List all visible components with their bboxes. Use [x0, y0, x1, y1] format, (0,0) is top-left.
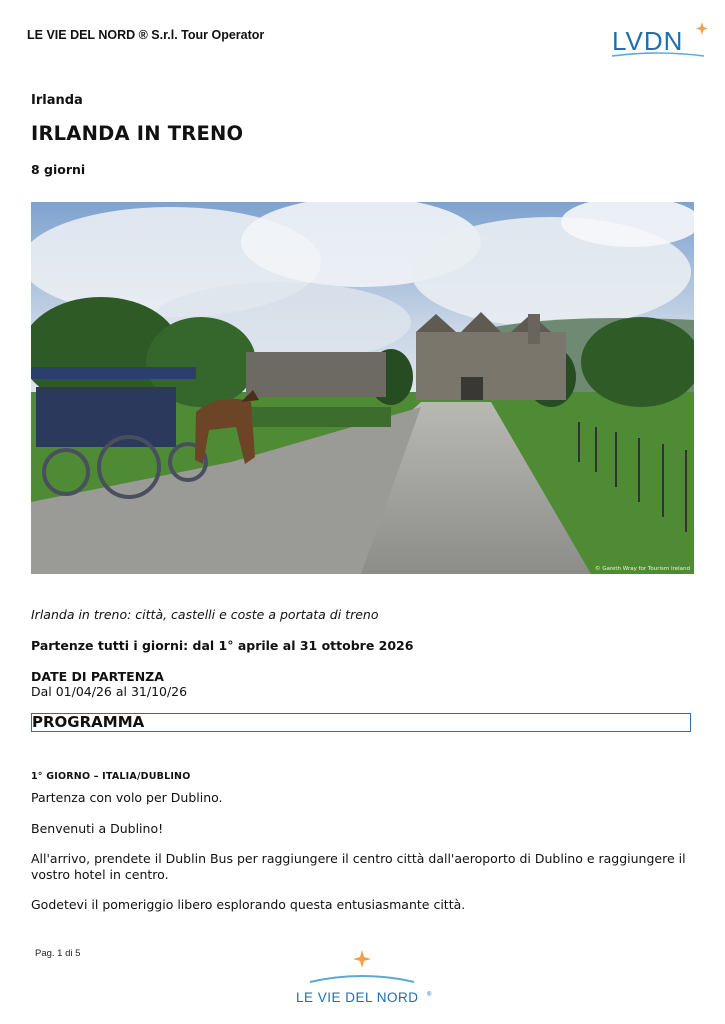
- program-heading-box: [31, 713, 691, 732]
- country-label: Irlanda: [31, 93, 83, 108]
- trip-duration: 8 giorni: [31, 162, 86, 177]
- departures-info: Partenze tutti i giorni: dal 1° aprile al 31 ottobre 2026: [31, 638, 414, 653]
- company-name: LE VIE DEL NORD ® S.r.l. Tour Operator: [27, 28, 265, 42]
- dates-range: Dal 01/04/26 al 31/10/26: [31, 684, 188, 699]
- page-number: Pag. 1 di 5: [35, 948, 81, 959]
- dates-heading: DATE DI PARTENZA: [31, 669, 164, 684]
- castle-photo: [31, 202, 694, 574]
- svg-text:®: ®: [427, 992, 432, 998]
- day1-paragraph: Benvenuti a Dublino!: [31, 821, 164, 836]
- svg-text:LVDN: LVDN: [612, 26, 684, 56]
- trip-subtitle: Irlanda in treno: città, castelli e coste a portata di treno: [31, 607, 379, 622]
- svg-text:LE VIE DEL NORD: LE VIE DEL NORD: [296, 990, 419, 1005]
- trip-title: IRLANDA IN TRENO: [31, 122, 244, 145]
- day1-paragraph: Partenza con volo per Dublino.: [31, 790, 223, 805]
- footer-logo: [290, 950, 435, 1008]
- day1-paragraph: All'arrivo, prendete il Dublin Bus per raggiungere il centro città dall'aeroporto di Dublino e raggiungere il vostro hotel in centro.: [31, 851, 686, 882]
- day1-paragraph: Godetevi il pomeriggio libero esplorando questa entusiasmante città.: [31, 897, 466, 912]
- photo-credit: © Gareth Wray for Tourism Ireland: [595, 566, 690, 572]
- day1-title: 1° GIORNO – ITALIA/DUBLINO: [31, 771, 191, 782]
- program-heading: PROGRAMMA: [32, 713, 145, 731]
- lvdn-logo: [608, 18, 708, 62]
